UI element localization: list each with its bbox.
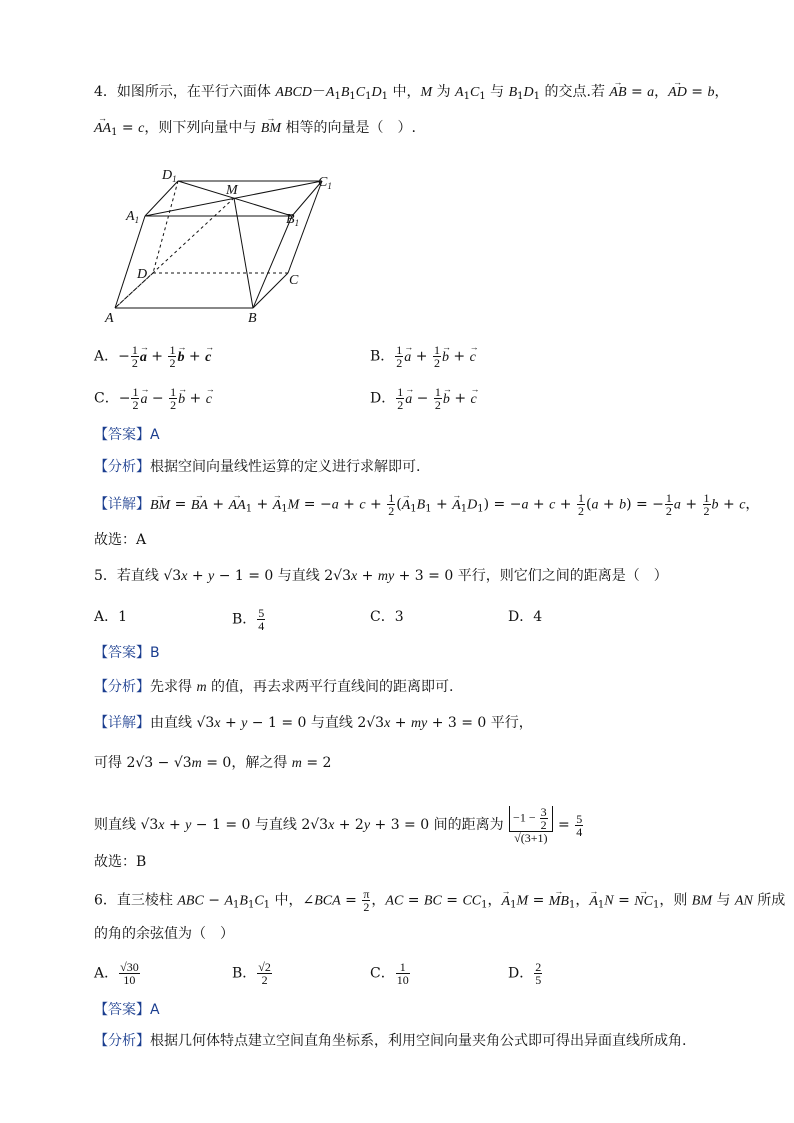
q5-option-c[interactable]: C．3 xyxy=(370,609,404,625)
q6-stem-line2: 的角的余弦值为（ ） xyxy=(94,926,234,942)
label-B1: $B_1$ xyxy=(286,212,300,228)
label-C1: $C_1$ xyxy=(318,175,332,191)
q5-detail2: 可得 2√3 − √3m = 0，解之得 m = 2 xyxy=(94,755,332,771)
q6-option-d[interactable]: D． $\frac{2}{5}$ xyxy=(508,960,542,987)
q6-stem-line1: 6．直三棱柱 ABC − $A_1B_1C_1$ 中，∠BCA = $\frac{\pi}{2}$ ，AC = BC = $CC_1$，→ $A_1M$ = → $MB_1$，→ $A_1N$ = → $NC_1$，则 BM 与 AN 所成 xyxy=(94,888,785,916)
q5-option-a[interactable]: A．1 xyxy=(94,609,128,625)
q6-answer: 【答案】A xyxy=(94,1002,160,1018)
label-B: B xyxy=(248,311,257,326)
q5-answer: 【答案】B xyxy=(94,645,160,661)
q5-analysis: 【分析】先求得 m 的值，再去求两平行直线间的距离即可. xyxy=(94,679,454,695)
q4-option-a[interactable]: A．− $\frac{1}{2}$ → a + $\frac{1}{2}$ → b + → c xyxy=(94,344,211,369)
label-C: C xyxy=(289,273,299,288)
q4-stem-line1: 4．如图所示，在平行六面体 $ABCD-A_1B_1C_1D_1$ 中，M 为 $A_1C_1$ 与 $B_1D_1$ 的交点.若 → AB = a，→ AD = b， xyxy=(94,82,728,107)
q4-detail: 【详解】→ BM = → BA + → $AA_1$ + → $A_1M = -a + c$ + $\frac{1}{2}$ (→ $A_1B_1$ + → $A_1D_1) = -a + c$ + $\frac{1}{2}$ (a + b) = − $\frac{1}{2}$ a + $\frac{1}{2}$ b + c， xyxy=(94,492,759,520)
q5-detail3: 则直线 √3x + y − 1 = 0 与直线 2√3x + 2y + 3 = 0 间的距离为 −1 − $\frac{3}{2}$ √(3+1) = $\frac{5}{4}$ xyxy=(94,805,583,845)
label-D1: $D_1$ xyxy=(162,168,177,184)
q6-analysis: 【分析】根据几何体特点建立空间直角坐标系，利用空间向量夹角公式即可得出异面直线所成角. xyxy=(94,1033,687,1049)
q5-choose: 故选：B xyxy=(94,854,147,870)
q4-option-b[interactable]: B． $\frac{1}{2}$ → a + $\frac{1}{2}$ → b + → c xyxy=(370,344,476,369)
q4-analysis: 【分析】根据空间向量线性运算的定义进行求解即可. xyxy=(94,459,421,475)
q6-option-a[interactable]: A． $\frac{√30}{10}$ xyxy=(94,960,139,987)
q4-stem-line2: → $AA_1 = c$，则下列向量中与 → BM 相等的向量是（ ）. xyxy=(94,118,416,143)
label-A1: $A_1$ xyxy=(126,209,140,225)
q5-stem: 5．若直线 √3x + y − 1 = 0 与直线 2√3x + my + 3 = 0 平行，则它们之间的距离是（ ） xyxy=(94,568,668,584)
q6-option-b[interactable]: B． $\frac{√2}{2}$ xyxy=(232,960,271,987)
q4-answer: 【答案】A xyxy=(94,427,160,443)
q4-choose: 故选：A xyxy=(94,532,147,548)
parallelepiped-figure xyxy=(100,160,350,328)
label-M: M xyxy=(226,183,238,198)
q4-option-d[interactable]: D． $\frac{1}{2}$ → a − $\frac{1}{2}$ → b + → c xyxy=(370,386,477,411)
q4-option-c[interactable]: C．− $\frac{1}{2}$ → a − $\frac{1}{2}$ → b + → c xyxy=(94,386,212,411)
label-A: A xyxy=(105,311,114,326)
q5-detail1: 【详解】由直线 √3x + y − 1 = 0 与直线 2√3x + my + 3 = 0 平行， xyxy=(94,715,533,731)
q6-option-c[interactable]: C． $\frac{1}{10}$ xyxy=(370,960,409,987)
q5-option-b[interactable]: B． $\frac{5}{4}$ xyxy=(232,606,265,633)
label-D: D xyxy=(137,267,148,282)
q5-option-d[interactable]: D．4 xyxy=(508,609,543,625)
